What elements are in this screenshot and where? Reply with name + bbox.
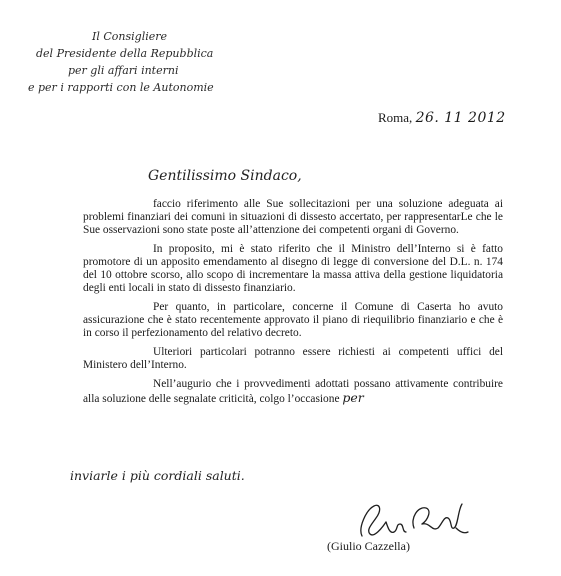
paragraph-3: Per quanto, in particolare, concerne il Comune di Caserta ho avuto assicurazione che è stato recentemente approvato il piano di riequilibrio finanziario e che è in corso il perfezionamento del relativo decreto. [83,301,503,339]
paragraph-5 [83,378,503,406]
letterhead-line-1: Il Consigliere [92,30,168,43]
place-date [378,110,506,126]
handwritten-date: 26. 11 2012 [415,110,506,126]
handwritten-salutation: Gentilissimo Sindaco, [148,168,302,184]
paragraph-1: faccio riferimento alle Sue sollecitazioni per una soluzione adeguata ai problemi finanziari dei comuni in situazioni di dissesto accertato, per rappresentarLe che le Sue osservazioni sono state poste all’attenzione dei competenti organi di Governo. [83,198,503,236]
paragraph-2: In proposito, mi è stato riferito che il Ministro dell’Interno si è fatto promotore di un apposito emendamento al disegno di legge di conversione del D.L. n. 174 del 10 ottobre scorso, allo scopo di incrementare la massa attiva della gestione liquidatoria degli enti locali in stato di dissesto finanziario. [83,243,503,294]
letterhead-line-2: del Presidente della Repubblica [36,47,214,60]
letterhead-line-3: per gli affari interni [68,64,179,77]
paragraph-4: Ulteriori particolari potranno essere richiesti ai competenti uffici del Ministero dell’Interno. [83,346,503,371]
letterhead [28,28,268,96]
handwritten-closing-inline: per [342,390,364,405]
place: Roma, [378,110,413,125]
letterhead-line-4: e per i rapporti con le Autonomie [28,81,214,94]
paragraph-5-text: Nell’augurio che i provvedimenti adottati possano attivamente contribuire alla soluzione delle segnalate criticità, colgo l’occasione [83,378,503,405]
signatory-name: (Giulio Cazzella) [327,539,410,553]
letter-body [83,198,503,412]
handwritten-closing: inviarle i più cordiali saluti. [70,468,245,483]
